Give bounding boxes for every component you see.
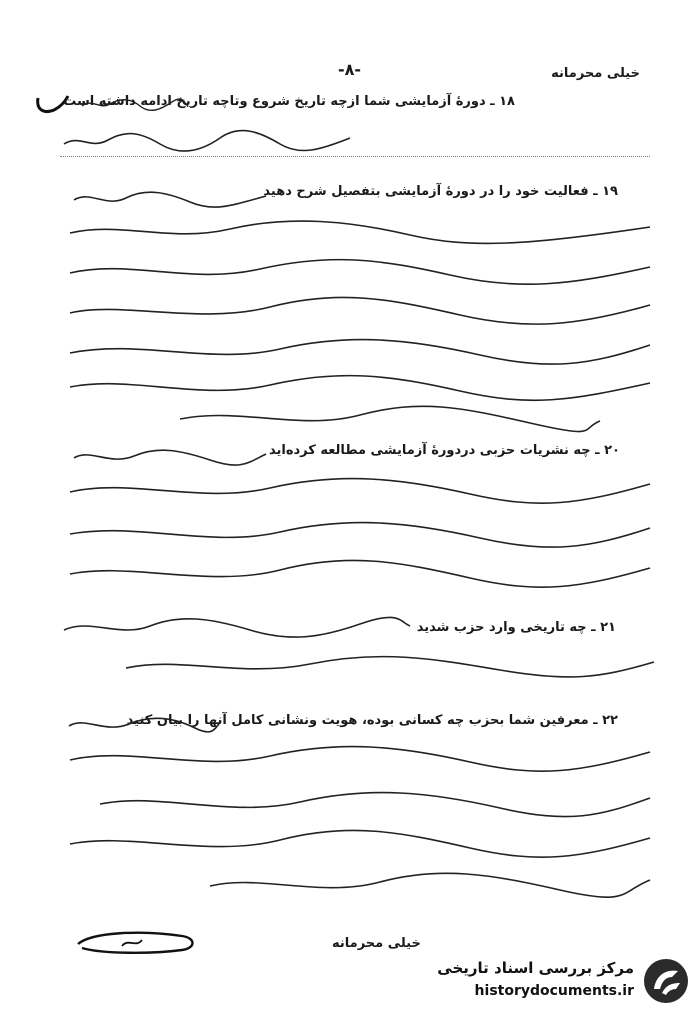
watermark-title: مرکز بررسی اسناد تاریخی — [437, 959, 634, 977]
answer-line — [60, 156, 650, 157]
handwritten-answer-20-body — [60, 470, 660, 610]
handwritten-answer-20-line1 — [70, 444, 270, 468]
watermark-logo — [430, 955, 692, 1007]
handwritten-answer-22-body — [60, 740, 660, 910]
question-22: ۲۲ ـ معرفین شما بحزب چه کسانی بوده، هویت ونشانی کامل آنها را بیان کنید — [126, 713, 618, 728]
archive-logo-icon — [642, 957, 690, 1005]
handwritten-answer-19-body — [60, 215, 660, 465]
classification-footer: خیلی محرمانه — [332, 936, 421, 951]
question-18: ۱۸ ـ دورهٔ آزمایشی شما ازچه تاریخ شروع وتاچه تاریخ ادامه داشته است — [63, 94, 515, 109]
handwritten-answer-22-line1 — [65, 712, 225, 736]
handwritten-answer-21-line1 — [60, 612, 415, 642]
handwritten-answer-21-line2 — [120, 652, 660, 682]
handwritten-answer-18b — [60, 126, 355, 156]
page-number: -۸- — [338, 60, 362, 79]
signature-stamp-icon — [72, 928, 197, 956]
classification-header: خیلی محرمانه — [551, 66, 640, 81]
question-19: ۱۹ ـ فعالیت خود را در دورهٔ آزمایشی بتفصیل شرح دهید — [263, 184, 618, 199]
handwritten-answer-18a — [80, 94, 190, 114]
handwritten-answer-19-line1 — [70, 186, 270, 210]
watermark-url[interactable]: historydocuments.ir — [474, 983, 634, 999]
question-20: ۲۰ ـ چه نشریات حزبی دردورهٔ آزمایشی مطالعه کرده‌اید — [268, 443, 620, 458]
question-21: ۲۱ ـ چه تاریخی وارد حزب شدید — [416, 620, 616, 635]
